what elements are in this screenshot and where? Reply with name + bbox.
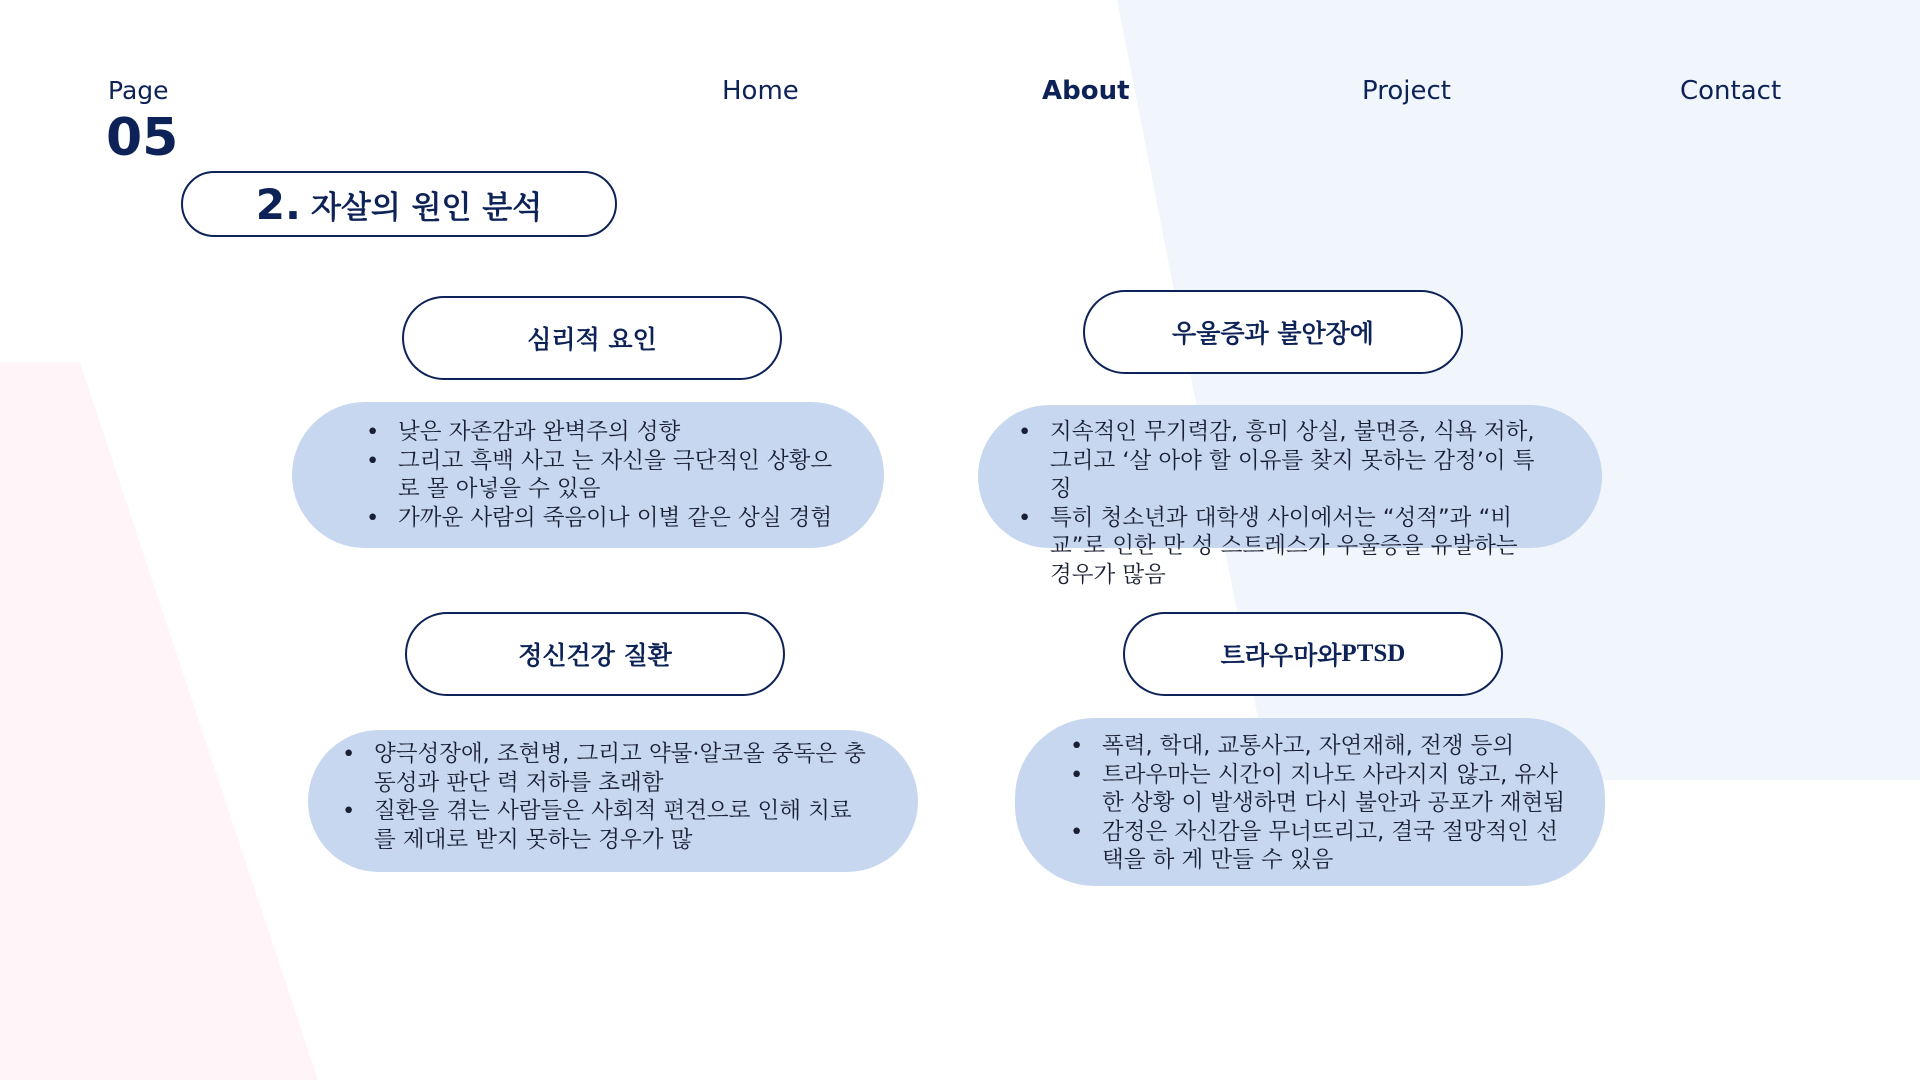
list-item: • 질환을 겪는 사람들은 사회적 편견으로 인해 치료 를 제대로 받지 못하는 경우가 많: [342, 797, 872, 854]
list-item: • 트라우마는 시간이 지나도 사라지지 않고, 유사한 상황 이 발생하면 다시 불안과 공포가 재현됨: [1070, 761, 1570, 818]
category-trauma-list: [1070, 732, 1570, 875]
category-title-text: 정신건강 질환: [518, 641, 672, 670]
list-item: • 양극성장애, 조현병, 그리고 약물·알코올 중독은 충동성과 판단 력 저하를 초래함: [342, 740, 872, 797]
background-pink-shape: [0, 362, 318, 1080]
category-title-text: 우울증과 불안장에: [1172, 319, 1374, 348]
list-item: • 감정은 자신감을 무너뜨리고, 결국 절망적인 선택을 하 게 만들 수 있음: [1070, 818, 1570, 875]
page-label: Page: [108, 76, 169, 105]
list-item: • 폭력, 학대, 교통사고, 자연재해, 전쟁 등의: [1070, 732, 1570, 761]
category-trauma-title: [1123, 612, 1503, 696]
category-depression-list: [1018, 418, 1538, 589]
category-mental-illness-list: [342, 740, 872, 854]
category-psychological-title: [402, 296, 782, 380]
category-psychological-list: [366, 418, 836, 532]
list-item: • 지속적인 무기력감, 흥미 상실, 불면증, 식욕 저하, 그리고 ‘살 아야 할 이유를 찾지 못하는 감정’이 특징: [1018, 418, 1538, 504]
nav-about-link[interactable]: About: [1042, 76, 1130, 106]
nav-project-link[interactable]: Project: [1362, 76, 1451, 106]
category-title-text: 심리적 요인: [527, 325, 657, 354]
section-title: [181, 171, 617, 237]
section-title-text: 자살의 원인 분석: [310, 189, 543, 226]
nav-contact-link[interactable]: Contact: [1680, 76, 1782, 106]
category-title-en: PTSD: [1341, 640, 1406, 667]
list-item: • 그리고 흑백 사고 는 자신을 극단적인 상황으로 몰 아넣을 수 있음: [366, 447, 836, 504]
list-item: • 특히 청소년과 대학생 사이에서는 “성적”과 “비교”로 인한 만 성 스트레스가 우울증을 유발하는 경우가 많음: [1018, 504, 1538, 590]
category-mental-illness-title: [405, 612, 785, 696]
category-depression-title: [1083, 290, 1463, 374]
page-number: 05: [106, 108, 179, 168]
category-title-ko: 트라우마와: [1220, 641, 1342, 670]
nav-home-link[interactable]: Home: [722, 76, 799, 106]
list-item: • 가까운 사람의 죽음이나 이별 같은 상실 경험: [366, 504, 836, 533]
list-item: • 낮은 자존감과 완벽주의 성향: [366, 418, 836, 447]
section-number: 2.: [255, 179, 301, 229]
